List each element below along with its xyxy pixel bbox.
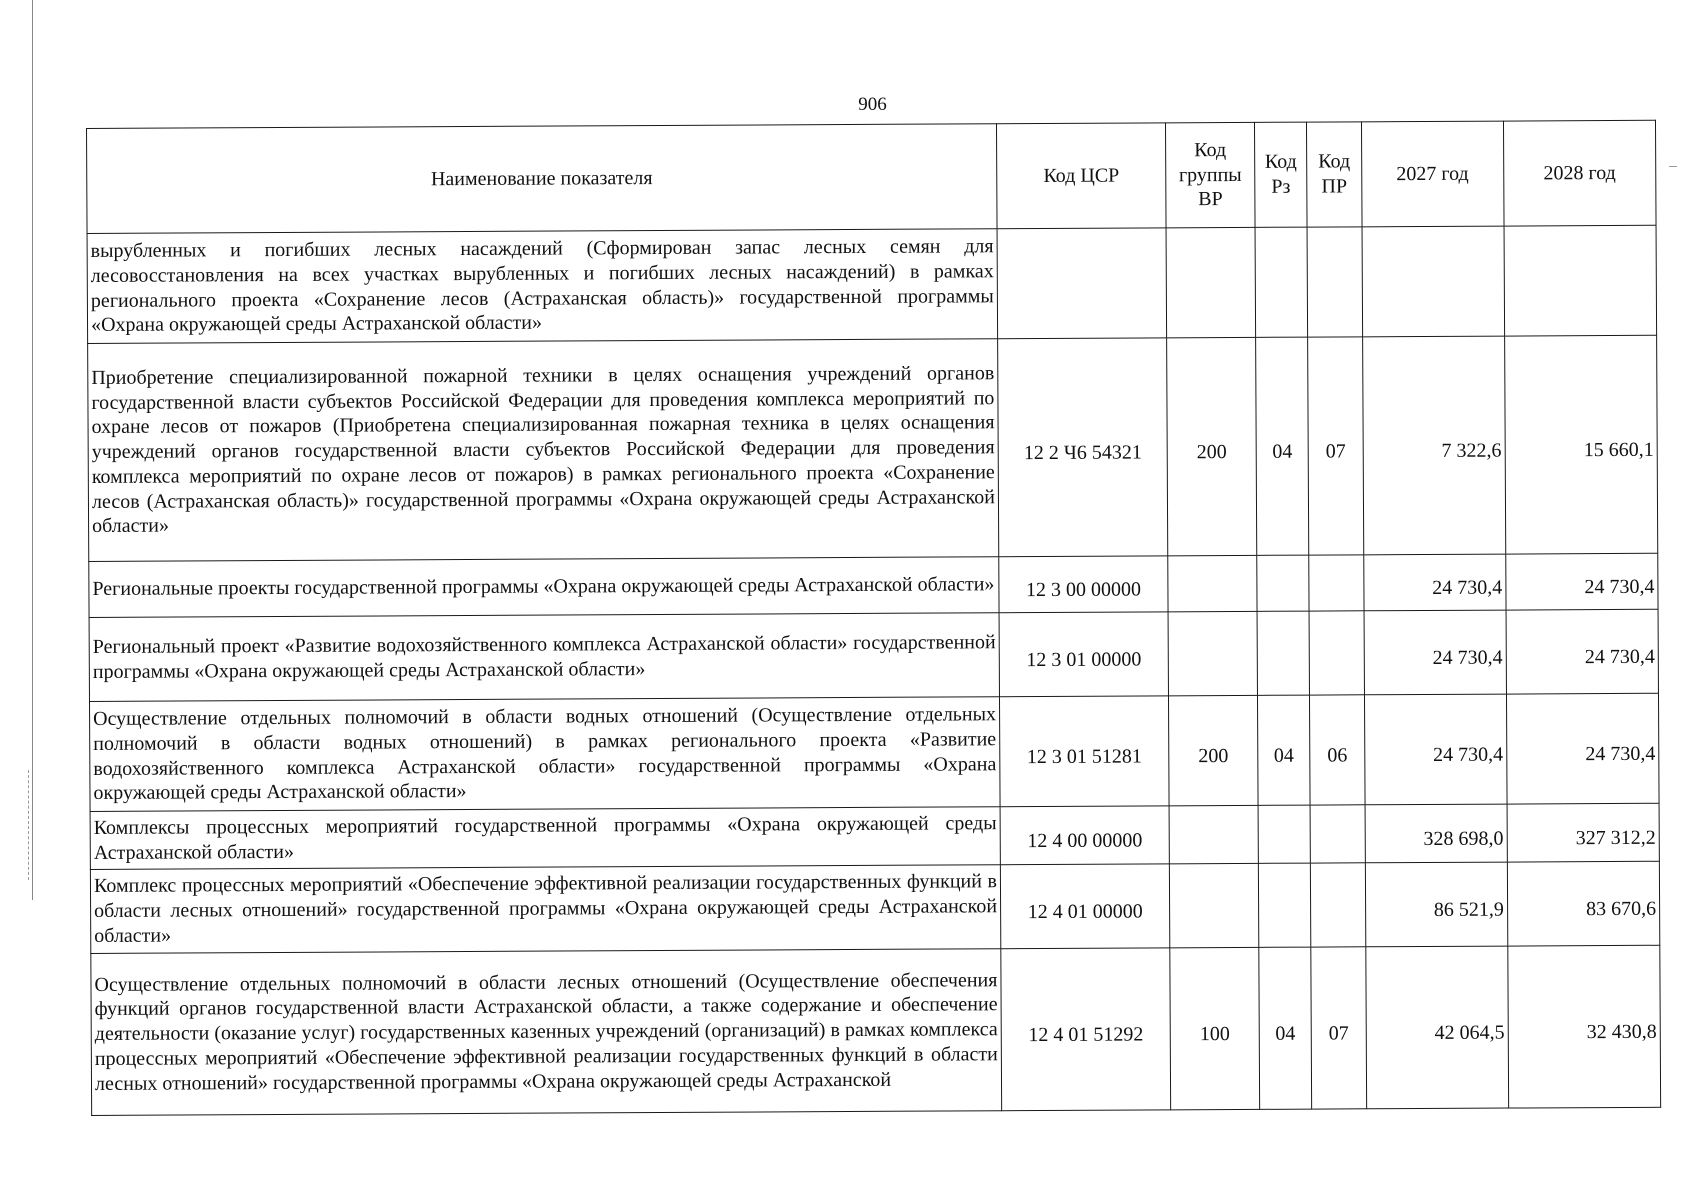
row-2028: 15 660,1 [1504, 335, 1657, 554]
table-row [90, 693, 1660, 811]
header-pr: Код ПР [1307, 122, 1362, 227]
page-number: 906 [858, 94, 887, 115]
table-row [87, 225, 1657, 343]
row-2028 [1504, 225, 1657, 336]
row-rz: 04 [1257, 695, 1310, 805]
row-2027: 42 064,5 [1366, 946, 1509, 1109]
row-csr: 12 3 00 00000 [999, 556, 1169, 613]
table-row [91, 945, 1661, 1115]
table-row [88, 335, 1658, 561]
row-pr [1309, 611, 1364, 695]
row-2028: 24 730,4 [1506, 693, 1659, 804]
row-name: вырубленных и погибших лесных насаждений (Сформирован запас лесных семян для лесовосстановления на всех участках вырубленных и погибших лесных насаждений) в рамках регионального проекта «Сохранение лесов (Астраханская область)» государственной программы «Охрана окружающей среды Астраханской области» [87, 229, 998, 344]
row-rz: 04 [1259, 947, 1312, 1109]
row-vr: 200 [1167, 337, 1257, 555]
row-vr [1166, 227, 1255, 337]
row-vr: 100 [1170, 947, 1260, 1109]
row-vr [1168, 555, 1257, 611]
row-csr: 12 4 01 00000 [1000, 864, 1170, 949]
row-pr [1309, 555, 1364, 611]
table-row [90, 803, 1659, 869]
row-rz [1257, 611, 1310, 695]
row-csr: 12 2 Ч6 54321 [998, 338, 1168, 557]
row-csr: 12 3 01 51281 [999, 696, 1169, 807]
header-2028: 2028 год [1503, 120, 1656, 226]
header-2027: 2027 год [1361, 121, 1504, 227]
row-2028: 24 730,4 [1506, 553, 1659, 610]
header-name: Наименование показателя [87, 124, 997, 234]
row-pr: 07 [1308, 337, 1364, 555]
budget-table [86, 120, 1661, 1116]
row-2027: 24 730,4 [1364, 694, 1507, 805]
row-name: Осуществление отдельных полномочий в области водных отношений (Осуществление отдельных полномочий в области водных отношений) в рамках регионального проекта «Развитие водохозяйственного комплекса Астраханской области» государственной программы «Охрана окружающей среды Астраханской области» [90, 697, 1001, 812]
table-row [89, 553, 1658, 617]
row-2028: 327 312,2 [1507, 803, 1660, 862]
scan-dash-mark [28, 770, 30, 880]
scan-edge-line [32, 0, 33, 900]
row-2027: 24 730,4 [1363, 554, 1505, 611]
row-2028: 24 730,4 [1506, 609, 1659, 694]
header-row [87, 120, 1657, 233]
row-name: Региональные проекты государственной программы «Охрана окружающей среды Астраханской области» [89, 557, 999, 618]
table-row [89, 609, 1658, 701]
header-rz: Код Рз [1254, 122, 1307, 227]
row-pr [1310, 805, 1365, 863]
row-pr: 06 [1310, 695, 1365, 805]
row-name: Приобретение специализированной пожарной техники в целях оснащения учреждений органов государственной власти субъектов Российской Федерации для проведения комплекса мероприятий по охране лесов от пожаров (Приобретена специализированная пожарная техника в целях оснащения учреждений органов государственной власти субъектов Российской Федерации для проведения комплекса мероприятий по охране лесов от пожаров) в рамках регионального проекта «Сохранение лесов (Астраханская область)» государственной программы «Охрана окружающей среды Астраханской области» [88, 339, 999, 562]
row-pr [1307, 227, 1362, 337]
row-name: Осуществление отдельных полномочий в области лесных отношений (Осуществление обеспечения функций органов государственной власти Астраханской области, а также содержание и обеспечение деятельности (оказание услуг) государственных казенных учреждений (организаций) в рамках комплекса процессных мероприятий «Обеспечение эффективной реализации государственных функций в области лесных отношений» государственной программы «Охрана окружающей среды Астраханской [91, 949, 1002, 1116]
row-2027: 24 730,4 [1364, 610, 1507, 695]
row-name: Региональный проект «Развитие водохозяйственного комплекса Астраханской области» государственной программы «Охрана окружающей среды Астраханской области» [89, 613, 999, 702]
row-vr [1168, 611, 1257, 695]
row-rz [1258, 805, 1311, 863]
row-pr [1311, 863, 1366, 947]
row-rz [1255, 227, 1308, 337]
row-name: Комплекс процессных мероприятий «Обеспечение эффективной реализации государственных функций в области лесных отношений» государственной программы «Охрана окружающей среды Астраханской области» [90, 865, 1000, 954]
scan-tick-mark [1669, 166, 1677, 167]
row-vr [1169, 805, 1258, 863]
row-csr: 12 4 00 00000 [1000, 806, 1170, 865]
row-vr [1170, 863, 1259, 947]
row-rz [1258, 863, 1311, 947]
header-vr: Код группы ВР [1166, 122, 1255, 227]
row-rz [1257, 555, 1310, 611]
row-csr: 12 4 01 51292 [1001, 948, 1171, 1111]
row-2027: 7 322,6 [1362, 336, 1505, 555]
row-csr [997, 228, 1167, 339]
table-row [90, 861, 1659, 953]
row-csr: 12 3 01 00000 [999, 612, 1169, 697]
row-2028: 32 430,8 [1508, 945, 1661, 1108]
row-2028: 83 670,6 [1507, 861, 1660, 946]
row-rz: 04 [1256, 337, 1310, 555]
header-csr: Код ЦСР [996, 123, 1166, 229]
row-2027 [1362, 226, 1505, 337]
row-pr: 07 [1311, 947, 1366, 1109]
row-2027: 328 698,0 [1365, 804, 1507, 863]
row-name: Комплексы процессных мероприятий государственной программы «Охрана окружающей среды Астраханской области» [90, 807, 1000, 870]
row-2027: 86 521,9 [1365, 862, 1508, 947]
row-vr: 200 [1169, 695, 1258, 805]
